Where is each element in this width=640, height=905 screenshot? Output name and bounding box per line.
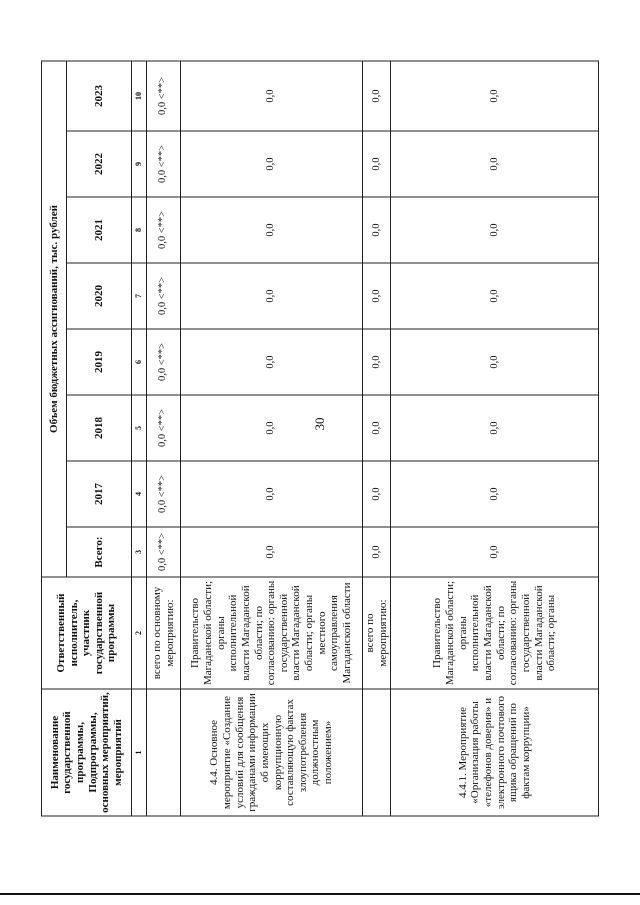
col-index: 9 (132, 131, 147, 197)
row-value: 0,0 <**> (147, 329, 181, 395)
header-year: 2021 (67, 197, 132, 263)
header-name: Наименование государственной программы, Подпрограммы, основных мероприятий, мероприятий (42, 689, 132, 816)
row-name: 4.4. Основное мероприятие «Создание условий для сообщения гражданами информации об имеющих коррупционную составляющую фактах злоупотребления должностным положением» (181, 689, 363, 816)
row-value: 0,0 (363, 197, 391, 263)
header-total: Всего: (67, 527, 132, 577)
row-value: 0,0 <**> (147, 461, 181, 527)
header-year: 2022 (67, 131, 132, 197)
row-value: 0,0 (391, 527, 599, 577)
row-value: 0,0 (363, 263, 391, 329)
row-responsible: Правительство Магаданской области; органы исполнительной власти Магаданской области; по согласованию: органы государственной власти Магаданской области; органы (391, 577, 599, 689)
row-name: 4.4.1. Мероприятие «Организация работы «телефонов доверия» и электронного почтового ящика обращений по фактам коррупции» (391, 689, 599, 816)
budget-table-container (41, 62, 599, 817)
header-year: 2019 (67, 329, 132, 395)
header-responsible: Ответственный исполнитель, участник государственной программы (42, 577, 132, 689)
row-value: 0,0 (391, 61, 599, 131)
row-value: 0,0 (181, 527, 363, 577)
row-value: 0,0 (181, 197, 363, 263)
row-value: 0,0 (363, 329, 391, 395)
row-value: 0,0 (363, 61, 391, 131)
row-value: 0,0 (181, 263, 363, 329)
row-value: 0,0 (181, 395, 363, 461)
index-row (132, 61, 147, 816)
table-row (181, 61, 363, 816)
col-index: 7 (132, 263, 147, 329)
row-value: 0,0 (391, 263, 599, 329)
row-value: 0,0 <**> (147, 263, 181, 329)
row-value: 0,0 (363, 527, 391, 577)
row-value: 0,0 (181, 131, 363, 197)
table-row (363, 61, 391, 816)
header-budget: Объем бюджетных ассигнований, тыс. рублей (42, 61, 67, 577)
row-value: 0,0 <**> (147, 527, 181, 577)
row-value: 0,0 <**> (147, 61, 181, 131)
row-responsible: Правительство Магаданской области; органы исполнительной власти Магаданской области; по согласованию: органы государственной власти Магаданской области; органы местного самоуправления Магаданской области (181, 577, 363, 689)
col-index: 1 (132, 689, 147, 816)
col-index: 3 (132, 527, 147, 577)
row-value: 0,0 (363, 395, 391, 461)
row-value: 0,0 (181, 61, 363, 131)
row-value: 0,0 (391, 395, 599, 461)
row-value: 0,0 <**> (147, 395, 181, 461)
row-value: 0,0 <**> (147, 131, 181, 197)
table-row (147, 61, 181, 816)
page-number: 30 (312, 417, 327, 431)
row-value: 0,0 (391, 197, 599, 263)
row-responsible: всего по мероприятию: (363, 577, 391, 689)
header-row-1 (42, 61, 67, 816)
col-index: 4 (132, 461, 147, 527)
row-value: 0,0 (363, 131, 391, 197)
header-year: 2020 (67, 263, 132, 329)
row-value: 0,0 (391, 329, 599, 395)
col-index: 6 (132, 329, 147, 395)
col-index: 2 (132, 577, 147, 689)
header-year: 2018 (67, 395, 132, 461)
col-index: 5 (132, 395, 147, 461)
bottom-divider (0, 893, 640, 895)
table-row (391, 61, 599, 816)
row-name (147, 689, 181, 816)
row-value: 0,0 (391, 131, 599, 197)
header-year: 2023 (67, 61, 132, 131)
row-responsible: всего по основному мероприятию: (147, 577, 181, 689)
row-value: 0,0 (391, 461, 599, 527)
row-value: 0,0 (181, 461, 363, 527)
header-year: 2017 (67, 461, 132, 527)
row-value: 0,0 (363, 461, 391, 527)
row-value: 0,0 <**> (147, 197, 181, 263)
budget-table (41, 60, 599, 816)
row-value: 0,0 (181, 329, 363, 395)
col-index: 10 (132, 61, 147, 131)
col-index: 8 (132, 197, 147, 263)
row-name (363, 689, 391, 816)
